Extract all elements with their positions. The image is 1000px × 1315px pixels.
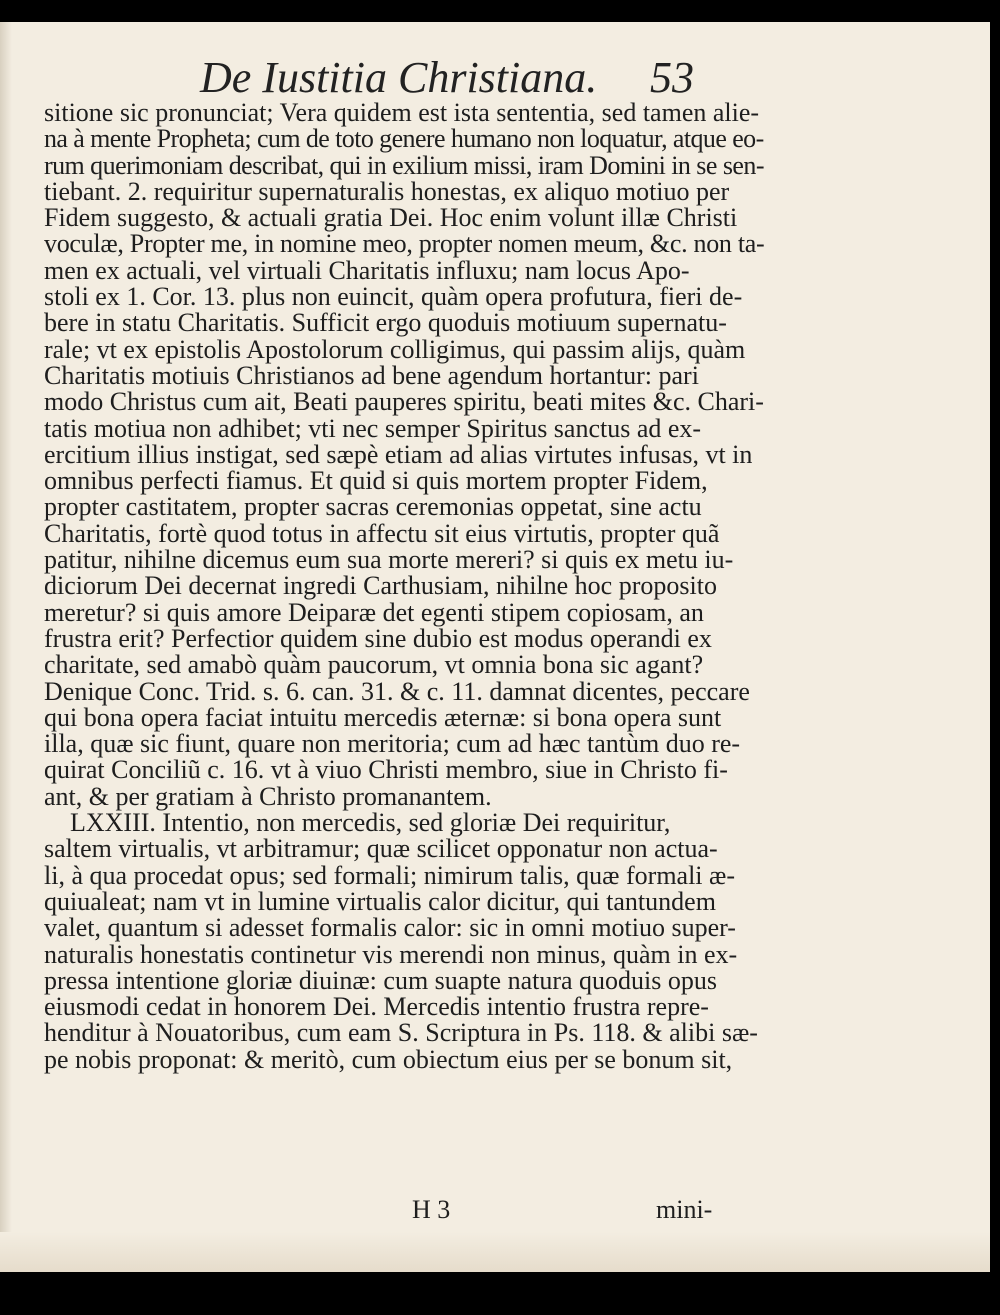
text-line: quirat Conciliũ c. 16. vt à viuo Christi membro, siue in Christo fi- — [44, 755, 728, 785]
text-line: Fidem suggesto, & actuali gratia Dei. Hoc enim volunt illæ Christi — [44, 203, 738, 233]
body-text — [44, 100, 764, 1073]
text-line: valet, quantum si adesset formalis calor: sic in omni motiuo super- — [44, 913, 736, 943]
text-line: voculæ, Propter me, in nomine meo, propter nomen meum, &c. non ta- — [44, 229, 765, 259]
text-line: qui bona opera faciat intuitu mercedis æternæ: si bona opera sunt — [44, 702, 722, 732]
text-line: tiebant. 2. requiritur supernaturalis honestas, ex aliquo motiuo per — [44, 176, 730, 206]
text-line: sitione sic pronunciat; Vera quidem est ista sententia, sed tamen alie- — [44, 98, 760, 127]
text-line: ercitium illius instigat, sed sæpè etiam ad alias virtutes infusas, vt in — [44, 439, 753, 469]
text-line: patitur, nihilne dicemus eum sua morte mereri? si quis ex metu iu- — [44, 545, 734, 575]
book-page — [0, 22, 990, 1272]
text-line: propter castitatem, propter sacras ceremonias oppetat, sine actu — [44, 492, 702, 522]
text-line: Denique Conc. Trid. s. 6. can. 31. & c. 11. damnat dicentes, peccare — [44, 676, 750, 706]
text-line: LXXIII. Intentio, non mercedis, sed gloriæ Dei requiritur, — [70, 808, 671, 838]
text-line: modo Christus cum ait, Beati pauperes spiritu, beati mites &c. Chari- — [44, 387, 764, 417]
page-gutter — [0, 22, 12, 1272]
text-line: rale; vt ex epistolis Apostolorum colligimus, qui passim alijs, quàm — [44, 334, 746, 364]
page-footer — [0, 1195, 990, 1225]
running-head: De Iustitia Christiana. — [200, 53, 598, 102]
text-line: eiusmodi cedat in honorem Dei. Mercedis intentio frustra repre- — [44, 992, 709, 1022]
text-line: charitate, sed amabò quàm paucorum, vt omnia bona sic agant? — [44, 650, 704, 680]
text-line: frustra erit? Perfectior quidem sine dubio est modus operandi ex — [44, 623, 712, 653]
text-line: omnibus perfecti fiamus. Et quid si quis mortem propter Fidem, — [44, 466, 708, 496]
text-line: naturalis honestatis continetur vis merendi non minus, quàm in ex- — [44, 939, 738, 969]
text-line: li, à qua procedat opus; sed formali; nimirum talis, quæ formali æ- — [44, 860, 736, 890]
catchword: mini- — [656, 1195, 713, 1224]
text-line: pressa intentione gloriæ diuinæ: cum suapte natura quoduis opus — [44, 965, 718, 995]
text-line: quiualeat; nam vt in lumine virtualis calor dicitur, qui tantundem — [44, 886, 716, 916]
text-line: pe nobis proponat: & meritò, cum obiectum eius per se bonum sit, — [44, 1044, 733, 1074]
signature-mark: H 3 — [412, 1195, 451, 1224]
text-line: henditur à Nouatoribus, cum eam S. Scriptura in Ps. 118. & alibi sæ- — [44, 1018, 758, 1048]
text-line: saltem virtualis, vt arbitramur; quæ scilicet opponatur non actua- — [44, 834, 718, 864]
text-line: men ex actuali, vel virtuali Charitatis influxu; nam locus Apo- — [44, 255, 690, 285]
text-line: stoli ex 1. Cor. 13. plus non euincit, quàm opera profutura, fieri de- — [44, 282, 743, 312]
text-line: bere in statu Charitatis. Sufficit ergo quoduis motiuum supernatu- — [44, 308, 727, 338]
text-line: rum querimoniam describat, qui in exilium missi, iram Domini in se sen- — [44, 150, 764, 180]
text-line: Charitatis, fortè quod totus in affectu sit eius virtutis, propter quã — [44, 518, 720, 548]
page-lower-edge — [0, 1232, 990, 1272]
text-line: diciorum Dei decernat ingredi Carthusiam, nihilne hoc proposito — [44, 571, 717, 601]
text-line: na à mente Propheta; cum de toto genere humano non loquatur, atque eo- — [44, 124, 764, 154]
text-line: tatis motiua non adhibet; vti nec semper Spiritus sanctus ad ex- — [44, 413, 702, 443]
text-line: illa, quæ sic fiunt, quare non meritoria; cum ad hæc tantùm duo re- — [44, 729, 741, 759]
text-line: meretur? si quis amore Deiparæ det egenti stipem copiosam, an — [44, 597, 704, 627]
text-line: Charitatis motiuis Christianos ad bene agendum hortantur: pari — [44, 360, 699, 390]
page-number: 53 — [650, 53, 694, 102]
text-line: ant, & per gratiam à Christo promanantem. — [44, 781, 492, 811]
